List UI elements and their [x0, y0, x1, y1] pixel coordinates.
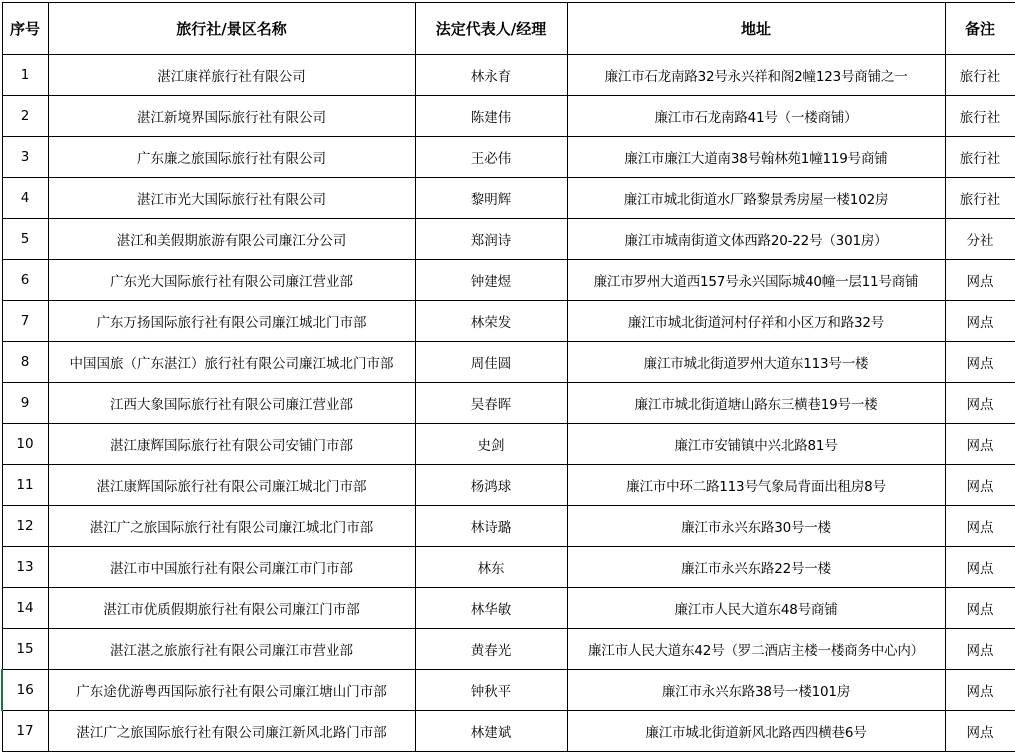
cell-no[interactable]: 15	[2, 629, 48, 670]
cell-representative[interactable]: 陈建伟	[415, 96, 567, 137]
cell-address[interactable]: 廉江市城北街道水厂路黎景秀房屋一楼102房	[567, 178, 945, 219]
table-row	[2, 383, 1015, 424]
cell-address[interactable]: 廉江市城北街道新风北路西四横巷6号	[567, 711, 945, 752]
cell-no[interactable]: 8	[2, 342, 48, 383]
cell-name[interactable]: 湛江康辉国际旅行社有限公司安铺门市部	[48, 424, 415, 465]
cell-no[interactable]: 13	[2, 547, 48, 588]
cell-address[interactable]: 廉江市永兴东路22号一楼	[567, 547, 945, 588]
cell-no[interactable]: 17	[2, 711, 48, 752]
cell-address[interactable]: 廉江市城北街道塘山路东三横巷19号一楼	[567, 383, 945, 424]
cell-no[interactable]: 9	[2, 383, 48, 424]
cell-representative[interactable]: 林永育	[415, 55, 567, 96]
table-row	[2, 670, 1015, 711]
cell-address[interactable]: 廉江市安铺镇中兴北路81号	[567, 424, 945, 465]
cell-remark[interactable]: 网点	[945, 342, 1015, 383]
cell-remark[interactable]: 网点	[945, 424, 1015, 465]
cell-representative[interactable]: 杨鸿球	[415, 465, 567, 506]
cell-representative[interactable]: 黎明辉	[415, 178, 567, 219]
cell-name[interactable]: 湛江康辉国际旅行社有限公司廉江城北门市部	[48, 465, 415, 506]
cell-representative[interactable]: 王必伟	[415, 137, 567, 178]
cell-remark[interactable]: 网点	[945, 588, 1015, 629]
cell-representative[interactable]: 周佳圆	[415, 342, 567, 383]
table-row	[2, 506, 1015, 547]
cell-name[interactable]: 湛江和美假期旅游有限公司廉江分公司	[48, 219, 415, 260]
cell-address[interactable]: 廉江市城北街道罗州大道东113号一楼	[567, 342, 945, 383]
cell-representative[interactable]: 郑润诗	[415, 219, 567, 260]
cell-remark[interactable]: 旅行社	[945, 55, 1015, 96]
cell-address[interactable]: 廉江市石龙南路32号永兴祥和阁2幢123号商铺之一	[567, 55, 945, 96]
cell-remark[interactable]: 网点	[945, 465, 1015, 506]
header-name[interactable]: 旅行社/景区名称	[48, 3, 415, 55]
cell-name[interactable]: 湛江广之旅国际旅行社有限公司廉江城北门市部	[48, 506, 415, 547]
cell-no[interactable]: 14	[2, 588, 48, 629]
cell-remark[interactable]: 网点	[945, 383, 1015, 424]
cell-representative[interactable]: 钟秋平	[415, 670, 567, 711]
table-row	[2, 301, 1015, 342]
cell-representative[interactable]: 林诗璐	[415, 506, 567, 547]
table-row	[2, 711, 1015, 752]
cell-no[interactable]: 6	[2, 260, 48, 301]
cell-representative[interactable]: 林华敏	[415, 588, 567, 629]
cell-remark[interactable]: 网点	[945, 629, 1015, 670]
cell-remark[interactable]: 网点	[945, 506, 1015, 547]
cell-address[interactable]: 廉江市罗州大道西157号永兴国际城40幢一层11号商铺	[567, 260, 945, 301]
cell-no[interactable]: 5	[2, 219, 48, 260]
cell-name[interactable]: 湛江市光大国际旅行社有限公司	[48, 178, 415, 219]
cell-name[interactable]: 广东廉之旅国际旅行社有限公司	[48, 137, 415, 178]
cell-representative[interactable]: 黄春光	[415, 629, 567, 670]
cell-remark[interactable]: 分社	[945, 219, 1015, 260]
cell-no[interactable]: 10	[2, 424, 48, 465]
cell-address[interactable]: 廉江市城北街道河村仔祥和小区万和路32号	[567, 301, 945, 342]
cell-name[interactable]: 湛江市中国旅行社有限公司廉江市门市部	[48, 547, 415, 588]
table-row	[2, 629, 1015, 670]
cell-remark[interactable]: 网点	[945, 301, 1015, 342]
table-row	[2, 588, 1015, 629]
table-row	[2, 465, 1015, 506]
cell-name[interactable]: 湛江康祥旅行社有限公司	[48, 55, 415, 96]
table-row	[2, 178, 1015, 219]
cell-representative[interactable]: 林荣发	[415, 301, 567, 342]
header-address[interactable]: 地址	[567, 3, 945, 55]
cell-name[interactable]: 广东万扬国际旅行社有限公司廉江城北门市部	[48, 301, 415, 342]
cell-no[interactable]: 11	[2, 465, 48, 506]
cell-remark[interactable]: 旅行社	[945, 96, 1015, 137]
header-remark[interactable]: 备注	[945, 3, 1015, 55]
header-no[interactable]: 序号	[2, 3, 48, 55]
cell-address[interactable]: 廉江市石龙南路41号（一楼商铺）	[567, 96, 945, 137]
cell-representative[interactable]: 史剑	[415, 424, 567, 465]
cell-name[interactable]: 广东光大国际旅行社有限公司廉江营业部	[48, 260, 415, 301]
cell-representative[interactable]: 林建斌	[415, 711, 567, 752]
cell-no[interactable]: 3	[2, 137, 48, 178]
table-row	[2, 96, 1015, 137]
table-row	[2, 55, 1015, 96]
cell-remark[interactable]: 旅行社	[945, 137, 1015, 178]
cell-address[interactable]: 廉江市永兴东路30号一楼	[567, 506, 945, 547]
cell-name[interactable]: 广东途优游粤西国际旅行社有限公司廉江塘山门市部	[48, 670, 415, 711]
cell-no[interactable]: 1	[2, 55, 48, 96]
table-row	[2, 424, 1015, 465]
cell-no[interactable]: 12	[2, 506, 48, 547]
cell-name[interactable]: 湛江湛之旅旅行社有限公司廉江市营业部	[48, 629, 415, 670]
cell-address[interactable]: 廉江市永兴东路38号一楼101房	[567, 670, 945, 711]
cell-remark[interactable]: 网点	[945, 547, 1015, 588]
cell-address[interactable]: 廉江市人民大道东42号（罗二酒店主楼一楼商务中心内）	[567, 629, 945, 670]
travel-agency-table	[1, 2, 1015, 752]
cell-no[interactable]: 7	[2, 301, 48, 342]
table-row	[2, 219, 1015, 260]
cell-remark[interactable]: 网点	[945, 670, 1015, 711]
cell-address[interactable]: 廉江市中环二路113号气象局背面出租房8号	[567, 465, 945, 506]
cell-remark[interactable]: 旅行社	[945, 178, 1015, 219]
cell-name[interactable]: 湛江市优质假期旅行社有限公司廉江门市部	[48, 588, 415, 629]
cell-address[interactable]: 廉江市人民大道东48号商铺	[567, 588, 945, 629]
cell-name[interactable]: 湛江新境界国际旅行社有限公司	[48, 96, 415, 137]
cell-no[interactable]: 16	[2, 670, 48, 711]
cell-name[interactable]: 中国国旅（广东湛江）旅行社有限公司廉江城北门市部	[48, 342, 415, 383]
table-body	[2, 55, 1015, 752]
cell-remark[interactable]: 网点	[945, 711, 1015, 752]
table-row	[2, 137, 1015, 178]
table-row	[2, 547, 1015, 588]
cell-name[interactable]: 湛江广之旅国际旅行社有限公司廉江新风北路门市部	[48, 711, 415, 752]
cell-address[interactable]: 廉江市城南街道文体西路20-22号（301房）	[567, 219, 945, 260]
table-row	[2, 342, 1015, 383]
cell-representative[interactable]: 林东	[415, 547, 567, 588]
cell-remark[interactable]: 网点	[945, 260, 1015, 301]
cell-address[interactable]: 廉江市廉江大道南38号翰林苑1幢119号商铺	[567, 137, 945, 178]
cell-representative[interactable]: 钟建煜	[415, 260, 567, 301]
cell-no[interactable]: 4	[2, 178, 48, 219]
table-row	[2, 260, 1015, 301]
cell-no[interactable]: 2	[2, 96, 48, 137]
header-row	[2, 3, 1015, 55]
table-header	[2, 3, 1015, 55]
cell-name[interactable]: 江西大象国际旅行社有限公司廉江营业部	[48, 383, 415, 424]
header-representative[interactable]: 法定代表人/经理	[415, 3, 567, 55]
cell-representative[interactable]: 吴春晖	[415, 383, 567, 424]
